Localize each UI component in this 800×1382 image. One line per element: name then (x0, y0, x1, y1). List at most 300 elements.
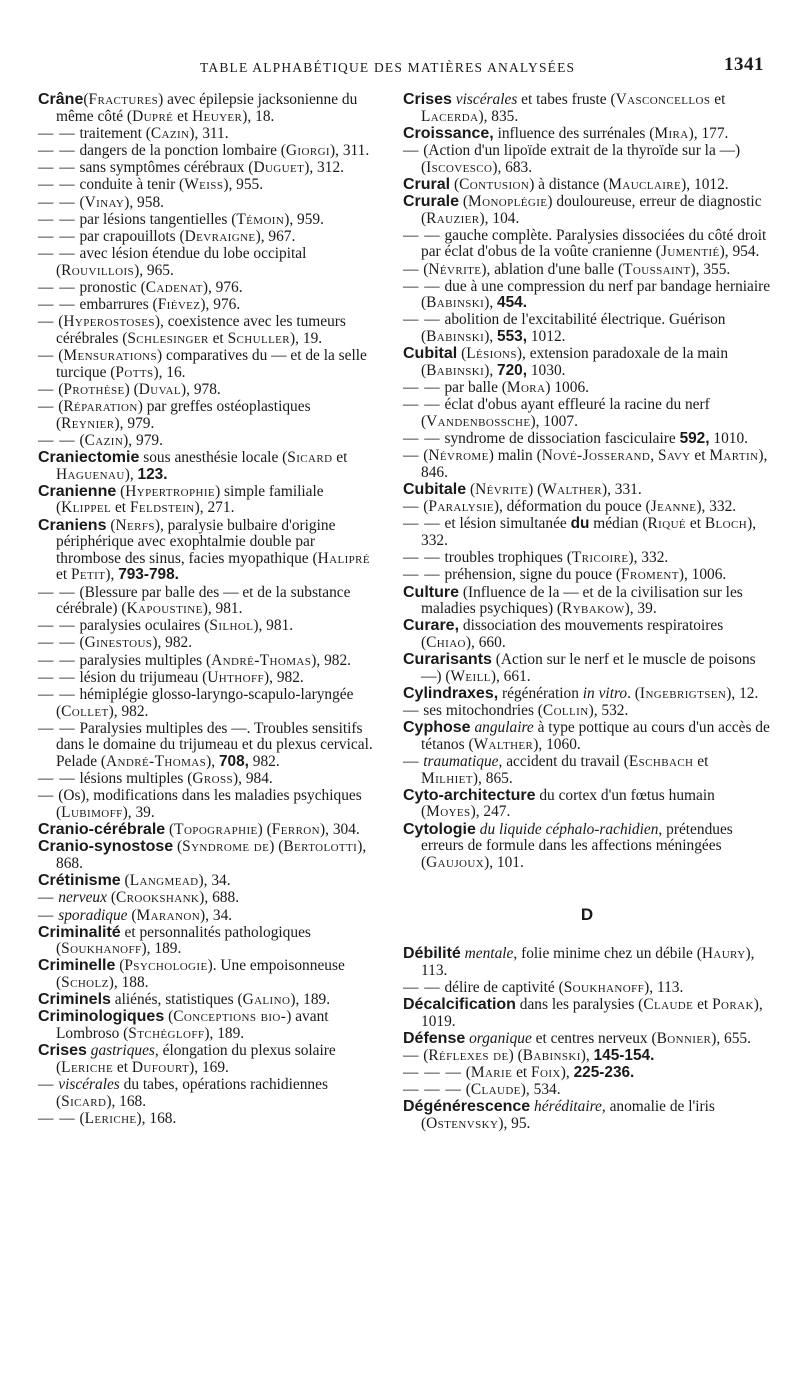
entry-term: Cranio-synostose (38, 838, 174, 856)
entry-text: ), 1012. (681, 175, 729, 193)
entry-text: ), 955. (223, 176, 264, 194)
entry-text: et (710, 91, 726, 108)
author-name: Claude (470, 1081, 521, 1099)
entry-text: à type pottique au cours d'un accès de tétanos ( (421, 719, 770, 753)
entry-text: 1010. (709, 430, 749, 447)
author-name: Topographie (174, 821, 258, 839)
entry-text: ), 312. (304, 159, 344, 177)
author-name: Collet (61, 702, 109, 720)
entry-text: ( (459, 192, 469, 210)
entry-text: dans les paralysies ( (515, 995, 644, 1013)
entry-text: et (111, 499, 130, 517)
entry-text: 1030. (527, 361, 566, 379)
entry-term: Craniens (38, 516, 107, 534)
ditto-dash: — (403, 498, 420, 516)
ditto-dash: — (38, 906, 55, 924)
author-name: Ostenvsky (426, 1115, 499, 1133)
entry-italic: mentale (464, 944, 514, 962)
entry-text: ses mitochondries ( (419, 702, 543, 720)
entry-text: avec lésion étendue du lobe occipital ( (56, 245, 307, 279)
author-name: Sicard (287, 448, 333, 466)
index-entry (38, 177, 378, 194)
author-name: Ingebrigtsen (639, 684, 727, 702)
index-entry (403, 1099, 771, 1132)
author-name: Hyperostoses (63, 313, 155, 331)
entry-text: ), 865. (472, 769, 513, 787)
bold-page-ref: 592, (679, 430, 710, 447)
ditto-dash: — — (38, 719, 76, 737)
author-name: Lubimoff (61, 803, 123, 821)
entry-text: ), (484, 361, 498, 379)
author-name: Scholz (61, 974, 109, 992)
author-name: Kapoustine (126, 600, 203, 618)
entry-text: aliénés, statistiques ( (110, 991, 243, 1009)
entry-text: ( (450, 175, 460, 193)
ditto-dash: — — (38, 245, 76, 263)
ditto-dash: — — (403, 430, 441, 447)
entry-text: ), 967. (255, 227, 296, 245)
entry-text: ), 981. (202, 600, 243, 618)
entry-text: ( (419, 1046, 429, 1064)
author-name: Syndrome de (182, 838, 270, 856)
entry-text: ), 113. (421, 944, 755, 979)
author-name: Chiao (426, 633, 466, 651)
index-entry (38, 518, 378, 584)
index-entry (38, 925, 378, 958)
author-name: Petit (70, 566, 106, 584)
right-entries-c (403, 92, 771, 871)
entry-italic: du liquide céphalo-rachidien (479, 820, 659, 838)
index-entry (38, 280, 378, 297)
bold-page-ref: 720, (497, 361, 528, 379)
entry-text: , élongation du plexus solaire ( (56, 1042, 336, 1076)
entry-text: ), déformation du pouce ( (493, 498, 651, 516)
entry-text: , prétendues erreurs de formule dans les affections méningées ( (421, 820, 733, 871)
entry-text: par balle ( (440, 379, 507, 397)
entry-text: hémiplégie glosso-laryngo-scapulo-laryngée ( (56, 686, 354, 720)
author-name: Schuller (227, 329, 291, 347)
index-entry (38, 348, 378, 381)
index-entry (38, 618, 378, 635)
entry-text: ), 34. (200, 906, 233, 924)
author-name: Walther (542, 480, 602, 498)
bold-page-ref: 145-154. (593, 1046, 655, 1064)
ditto-dash: — — (38, 617, 76, 635)
index-entry (38, 635, 378, 652)
author-name: Hypertrophie (125, 482, 216, 500)
index-entry (38, 212, 378, 229)
entry-text: ) avant Lombroso ( (56, 1008, 329, 1043)
right-entries-d (403, 946, 771, 1133)
index-entry (403, 482, 771, 499)
bold-page-ref: 553, (497, 328, 528, 346)
index-entry (38, 314, 378, 347)
index-entry (38, 839, 378, 872)
ditto-dash: — (403, 702, 420, 720)
entry-text: ), 976. (200, 296, 241, 314)
entry-term: Crétinisme (38, 872, 121, 890)
author-name: Conceptions bio- (173, 1008, 287, 1026)
entry-text: . ( (627, 684, 640, 702)
author-name: Névrite (428, 260, 482, 278)
author-name: Dufourt (131, 1058, 190, 1076)
author-name: Silhol (209, 617, 254, 635)
index-entry (38, 1009, 378, 1042)
index-entry (38, 908, 378, 925)
entry-term: Dégénérescence (403, 1098, 531, 1116)
entry-text: ), ablation d'une balle ( (481, 260, 624, 278)
entry-text: ), 982. (152, 634, 193, 652)
entry-text: et personnalités pathologiques ( (56, 923, 311, 958)
entry-text: ), 868. (56, 838, 367, 872)
author-name: Cazin (150, 124, 190, 142)
author-name: Duval (138, 380, 181, 398)
author-name: Dupré (132, 107, 174, 125)
author-name: Prothèse (63, 380, 125, 398)
entry-text: ), 247. (470, 803, 511, 821)
entry-text: éclat d'obus ayant effleuré la racine du nerf ( (421, 396, 710, 430)
index-entry (38, 195, 378, 212)
index-entry (403, 1065, 771, 1082)
entry-text: ), 189. (204, 1025, 245, 1043)
author-name: André-Thomas (106, 753, 207, 770)
index-entry (38, 143, 378, 160)
index-entry (38, 484, 378, 517)
author-name: Sicard (61, 1092, 107, 1110)
entry-text: (Action sur le nerf et le muscle de poisons —) ( (421, 651, 756, 685)
entry-term: Crural (403, 175, 451, 193)
author-name: Ferron (271, 821, 320, 839)
entry-text: ), 1060. (533, 735, 581, 753)
entry-text: ), 12. (726, 684, 759, 702)
ditto-dash: — — (403, 978, 441, 996)
author-name: Heuyer (192, 107, 243, 125)
index-entry (38, 687, 378, 720)
entry-text: et (173, 107, 193, 125)
entry-text: ), (484, 294, 498, 312)
entry-text: et (512, 1064, 532, 1082)
author-name: Martin (709, 447, 759, 465)
entry-text: ), 976. (202, 278, 243, 296)
author-name: André-Thomas (211, 651, 312, 669)
entry-text: gauche complète. Paralysies dissociées du côté droit par éclat d'obus de la voûte cranienne ( (421, 226, 767, 261)
author-name: Mira (654, 124, 689, 142)
author-name: Leriche (61, 1058, 114, 1076)
entry-text: 1012. (527, 328, 566, 346)
bold-page-ref: 708, (218, 753, 249, 770)
author-name: Vasconcellos (615, 91, 711, 108)
author-name: Babinski (426, 328, 485, 346)
ditto-dash: — (38, 1076, 55, 1093)
entry-text: , folie minime chez un débile ( (513, 944, 702, 962)
entry-term: Cyto-architecture (403, 786, 536, 804)
author-name: Mensurations (63, 347, 158, 365)
entry-term: Criminologiques (38, 1008, 165, 1026)
index-entry (38, 788, 378, 821)
bold-page-ref: 225-236. (573, 1064, 635, 1082)
entry-term: Cubitale (403, 480, 467, 498)
entry-text: influence des surrénales ( (493, 124, 655, 142)
index-entry (403, 397, 771, 430)
entry-text: ), 332. (421, 515, 757, 549)
index-entry (403, 194, 771, 227)
index-entry (38, 399, 378, 432)
index-entry (403, 997, 771, 1030)
index-entry (403, 720, 771, 753)
entry-text: ), 954. (719, 243, 760, 261)
entry-text: ), (560, 1064, 574, 1082)
ditto-dash: — — (403, 379, 441, 397)
entry-text: ), 982. (108, 702, 149, 720)
entry-text: dangers de la ponction lombaire ( (75, 141, 286, 159)
entry-term: Curare, (403, 617, 460, 635)
entry-text: ) ( (124, 380, 139, 398)
author-name: Babinski (522, 1046, 581, 1064)
entry-text: régénération (498, 684, 583, 702)
index-entry (403, 279, 771, 312)
entry-term: Criminalité (38, 923, 121, 941)
entry-text: ), 177. (688, 124, 729, 142)
entry-text: ( (461, 1081, 471, 1099)
author-name: Milhiet (421, 769, 473, 787)
entry-text: ), 982. (264, 668, 304, 686)
entry-term: Criminels (38, 991, 111, 1009)
author-name: Babinski (426, 361, 485, 379)
entry-text: ), 332. (628, 549, 669, 567)
ditto-dash: — — (38, 210, 76, 228)
entry-text: ) ( (257, 821, 272, 839)
entry-text: ), 959. (284, 210, 324, 228)
author-name: Fractures (88, 91, 159, 108)
entry-text: et (332, 448, 348, 466)
entry-text: ), 984. (233, 770, 273, 788)
author-name: Gross (192, 770, 233, 788)
index-entry (38, 450, 378, 483)
author-name: Reynier (61, 414, 115, 432)
entry-term: Cyphose (403, 719, 471, 737)
author-name: Froment (621, 566, 679, 584)
entry-text: et (208, 329, 228, 347)
index-entry (403, 754, 771, 787)
entry-text: ( (75, 431, 85, 449)
entry-text: ), 39. (122, 803, 155, 821)
ditto-dash: — — (403, 515, 441, 533)
entry-term: Crises (403, 91, 452, 108)
index-entry (38, 92, 378, 125)
entry-text: ), (484, 328, 498, 346)
author-name: Iscovesco (426, 158, 493, 176)
author-name: Babinski (426, 294, 485, 312)
ditto-dash: — (38, 398, 55, 415)
index-entry (403, 703, 771, 720)
entry-term: Crurale (403, 192, 460, 210)
entry-text: du cortex d'un fœtus humain ( (421, 786, 715, 821)
entry-text: ( (116, 482, 126, 500)
entry-italic: angulaire (474, 719, 534, 737)
entry-text: et (693, 995, 713, 1013)
author-name: Weill (450, 667, 491, 685)
entry-term: Criminelle (38, 957, 116, 975)
entry-text: ), (105, 566, 119, 584)
ditto-dash: — — (38, 583, 76, 601)
entry-text: ), 660. (465, 633, 506, 651)
index-entry (38, 890, 378, 907)
entry-text: ) ( (269, 838, 284, 856)
ditto-dash: — — (38, 159, 76, 177)
author-name: Gaujoux (426, 853, 485, 871)
author-name: Paralysie (428, 498, 494, 516)
entry-term: Craniectomie (38, 448, 140, 466)
entry-text: traitement ( (75, 124, 151, 142)
entry-text: ), 982. (311, 651, 352, 669)
entry-text: ) avec épilepsie jacksonienne du même côté ( (56, 91, 358, 125)
author-name: Jeanne (650, 498, 697, 516)
entry-text: ) simple familiale ( (56, 482, 324, 517)
entry-italic: viscérales (455, 91, 518, 108)
ditto-dash: — — (38, 227, 76, 245)
entry-text: conduite à tenir ( (75, 176, 185, 194)
author-name: Mauclaire (608, 175, 682, 193)
ditto-dash: — — (38, 686, 76, 704)
entry-text: ( (173, 838, 183, 856)
ditto-dash: — — (38, 278, 76, 296)
author-name: Crookshank (115, 889, 200, 907)
entry-term: Crâne (38, 91, 84, 108)
entry-term: Crises (38, 1042, 87, 1060)
author-name: Walther (473, 735, 534, 753)
index-entry (403, 380, 771, 397)
entry-text: ), 101. (484, 853, 524, 871)
index-entry (38, 822, 378, 839)
index-entry (403, 686, 771, 703)
entry-text: ), 958. (124, 193, 164, 211)
entry-text: ( (75, 634, 85, 652)
index-entry (38, 433, 378, 450)
index-entry (38, 721, 378, 771)
entry-text: et (56, 566, 71, 584)
entry-italic: nerveux (58, 889, 107, 907)
ditto-dash: — (403, 447, 420, 465)
author-name: Rouvillois (61, 261, 135, 279)
entry-text: par crapouillots ( (75, 227, 185, 245)
entry-text: ), 39. (624, 600, 657, 618)
entry-italic: traumatique (423, 753, 499, 770)
entry-text: ) malin ( (488, 447, 542, 465)
index-entry (403, 177, 771, 194)
index-entry (38, 771, 378, 788)
author-name: Haury (701, 944, 746, 962)
index-entry (403, 228, 771, 261)
author-name: Moyes (426, 803, 471, 821)
author-name: Témoin (236, 210, 285, 228)
author-name: Soukhanoff (563, 978, 645, 996)
index-entry (403, 585, 771, 618)
entry-term: Cubital (403, 345, 458, 363)
entry-text: ) par greffes ostéoplastiques ( (56, 398, 311, 432)
author-name: Ginestous (84, 634, 153, 652)
author-name: Bloch (704, 515, 748, 533)
entry-text: ) 1006. (545, 379, 589, 397)
entry-text: ( (54, 398, 64, 415)
ditto-dash: — (38, 787, 55, 805)
entry-text: ), 331. (601, 480, 642, 498)
index-entry (38, 873, 378, 890)
author-name: Névrite (475, 480, 529, 498)
entry-text: abolition de l'excitabilité électrique. Guérison ( (421, 311, 726, 346)
entry-text: et tabes fruste ( (517, 91, 616, 108)
author-name: Réflexes de (428, 1046, 509, 1064)
ditto-dash: — — (38, 1109, 76, 1127)
author-name: Psychologie (124, 957, 208, 975)
entry-text: ), 189. (290, 991, 331, 1009)
entry-text: ), 169. (189, 1058, 229, 1076)
bold-page-ref: du (570, 515, 590, 533)
entry-italic: viscérales (58, 1076, 120, 1093)
page-number: 1341 (724, 54, 764, 75)
entry-text: 982. (248, 753, 280, 770)
entry-text: , (650, 447, 658, 465)
index-entry (403, 431, 771, 448)
page-header (40, 54, 764, 80)
index-entry (403, 788, 771, 821)
entry-text: paralysies multiples ( (75, 651, 212, 669)
author-name: Monoplégie (468, 192, 548, 210)
entry-text: paralysies oculaires ( (75, 617, 210, 635)
entry-text: ( (457, 345, 467, 363)
entry-text: , anomalie de l'iris ( (421, 1098, 715, 1133)
entry-text: due à une compression du nerf par bandage herniaire ( (421, 277, 771, 312)
author-name: Devraigne (184, 227, 256, 245)
entry-text: et (686, 515, 705, 533)
author-name: Halipré (317, 549, 371, 567)
author-name: Cadenat (145, 278, 203, 296)
entry-text: et (693, 753, 709, 770)
ditto-dash: — (403, 1046, 420, 1064)
author-name: Riqué (647, 515, 687, 533)
ditto-dash: — — (403, 566, 441, 584)
entry-text: (Action d'un lipoïde extrait de la thyroïde sur la —) ( (419, 141, 741, 176)
entry-term: Décalcification (403, 995, 516, 1013)
entry-text: ), 16. (153, 363, 186, 381)
entry-text: ) douloureuse, erreur de diagnostic ( (421, 192, 762, 227)
entry-text: ), 113. (644, 978, 684, 996)
entry-text: ( (419, 498, 429, 516)
entry-italic: héréditaire (534, 1098, 602, 1116)
index-entry (38, 585, 378, 618)
author-name: Tricoire (571, 549, 629, 567)
entry-term: Débilité (403, 944, 461, 962)
index-entry (403, 312, 771, 345)
entry-text: sous anesthésie locale ( (139, 448, 288, 466)
entry-text: ( (54, 347, 64, 365)
entry-text: (Os), modifications dans les maladies psychiques ( (54, 787, 362, 821)
section-letter: D (580, 905, 594, 925)
entry-text: ( (120, 872, 130, 890)
ditto-dash: — — (38, 651, 76, 669)
index-entry (403, 499, 771, 516)
entry-text: délire de captivité ( (440, 978, 564, 996)
entry-italic: gastriques (90, 1042, 155, 1060)
entry-text: et (690, 447, 710, 465)
author-name: Vandenbossche (426, 412, 531, 430)
entry-text: ), 104. (479, 209, 520, 227)
entry-text: ), 534. (520, 1081, 561, 1099)
author-name: Toussaint (623, 260, 691, 278)
author-name: Soukhanoff (61, 940, 142, 958)
index-entry (403, 822, 771, 872)
ditto-dash: — — (403, 277, 441, 295)
author-name: Bertolotti (283, 838, 358, 856)
